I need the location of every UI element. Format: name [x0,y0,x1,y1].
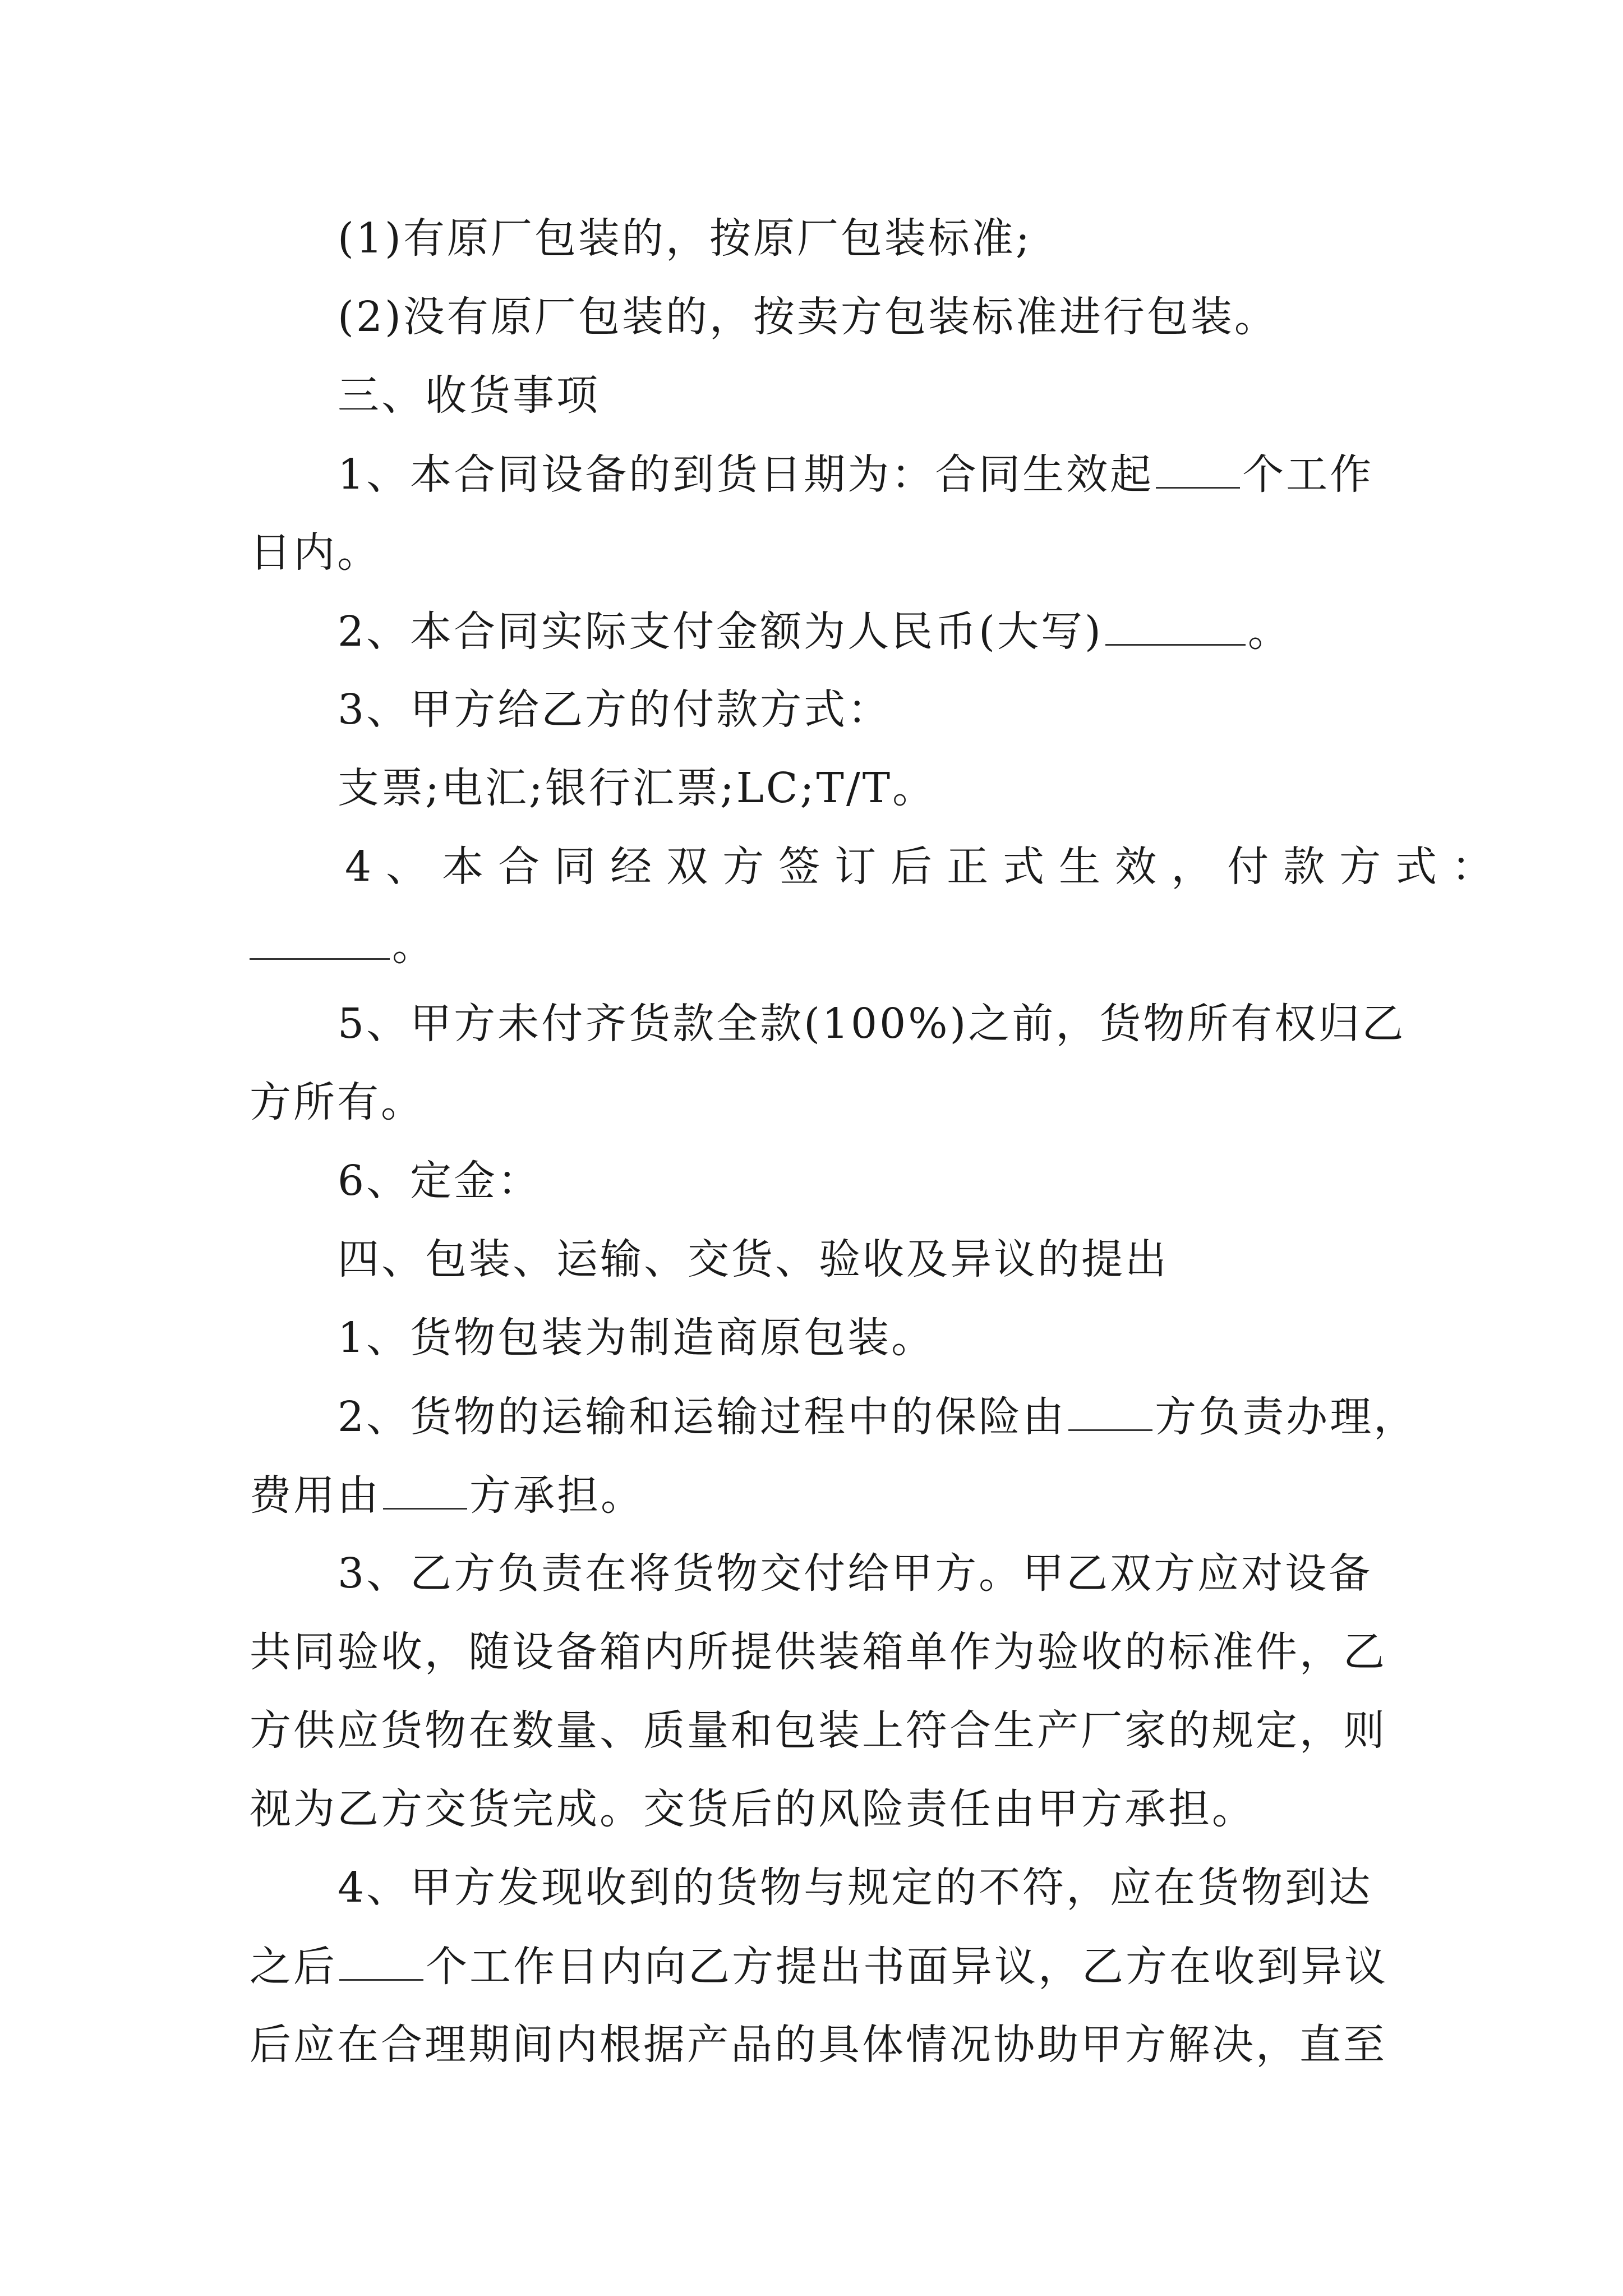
clause-delivery-date-cont [250,528,381,577]
clause-payment-method [338,685,892,734]
text: 1、货物包装为制造商原包装。 [338,1314,935,1362]
clause-packaging-seller [338,293,1278,341]
text: 3、乙方负责在将货物交付给甲方。甲乙双方应对设备 [338,1549,1373,1598]
text: 1、本合同设备的到货日期为：合同生效起 [338,450,1154,499]
text: 2、货物的运输和运输过程中的保险由 [338,1393,1067,1441]
clause-deposit [338,1157,542,1205]
clause-effective [345,843,1508,891]
text: 支票;电汇;银行汇票;LC;T/T。 [338,764,937,812]
clause-acceptance-cont-3 [250,1785,1256,1833]
text: 四、包装、运输、交货、验收及异议的提出 [338,1235,1169,1283]
clause-payment-amount [338,608,1292,656]
clause-packaging-original [338,214,1032,263]
text: 三、收货事项 [338,371,600,420]
text: 。 [392,922,436,970]
text: 。 [1247,608,1292,656]
text: 后应在合理期间内根据产品的具体情况协助甲方解决，直至 [250,2021,1387,2069]
text: (1)有原厂包装的，按原厂包装标准; [338,214,1032,263]
fill-blank-cost-party [383,1474,467,1510]
text: 方所有。 [250,1078,425,1126]
text: 3、甲方给乙方的付款方式： [338,685,892,734]
clause-ownership-cont [250,1078,425,1126]
text: 共同验收，随设备箱内所提供装箱单作为验收的标准件，乙 [250,1628,1387,1676]
clause-ownership [338,1000,1406,1048]
text: 视为乙方交货完成。交货后的风险责任由甲方承担。 [250,1785,1256,1833]
text: 5、甲方未付齐货款全款(100%)之前，货物所有权归乙 [338,1000,1406,1048]
text: 4、甲方发现收到的货物与规定的不符，应在货物到达 [338,1864,1373,1912]
text: 费用由 [250,1471,381,1520]
text: 个工作日内向乙方提出书面异议，乙方在收到异议 [426,1943,1388,1991]
clause-transport-insurance [338,1393,1418,1441]
clause-delivery-date [338,450,1374,499]
section-heading-packaging-transport [338,1235,1169,1283]
payment-options [338,764,937,812]
fill-blank-days [1156,453,1240,489]
clause-manufacturer-packaging [338,1314,935,1362]
section-heading-receiving [338,371,600,420]
clause-acceptance-cont-1 [250,1628,1387,1676]
clause-transport-cost [250,1471,644,1520]
text: 4、本合同经双方签订后正式生效，付款方式： [345,843,1508,891]
clause-acceptance [338,1549,1373,1598]
clause-objection-cont-2 [250,2021,1387,2069]
text: 方负责办理， [1155,1393,1418,1441]
clause-objection-cont-1 [250,1943,1388,1991]
clause-objection [338,1864,1373,1912]
text: 之后 [250,1943,337,1991]
fill-blank-objection-days [339,1945,423,1981]
clause-acceptance-cont-2 [250,1706,1387,1755]
text: 个工作 [1242,450,1374,499]
fill-blank-party [1068,1396,1152,1431]
text: 方供应货物在数量、质量和包装上符合生产厂家的规定，则 [250,1706,1387,1755]
fill-blank-amount [1105,610,1246,646]
text: 日内。 [250,528,381,577]
text: (2)没有原厂包装的，按卖方包装标准进行包装。 [338,293,1278,341]
text: 方承担。 [469,1471,644,1520]
text: 6、定金： [338,1157,542,1205]
clause-effective-cont [250,922,436,970]
text: 2、本合同实际支付金额为人民币(大写) [338,608,1103,656]
fill-blank-payment-method [250,924,390,960]
